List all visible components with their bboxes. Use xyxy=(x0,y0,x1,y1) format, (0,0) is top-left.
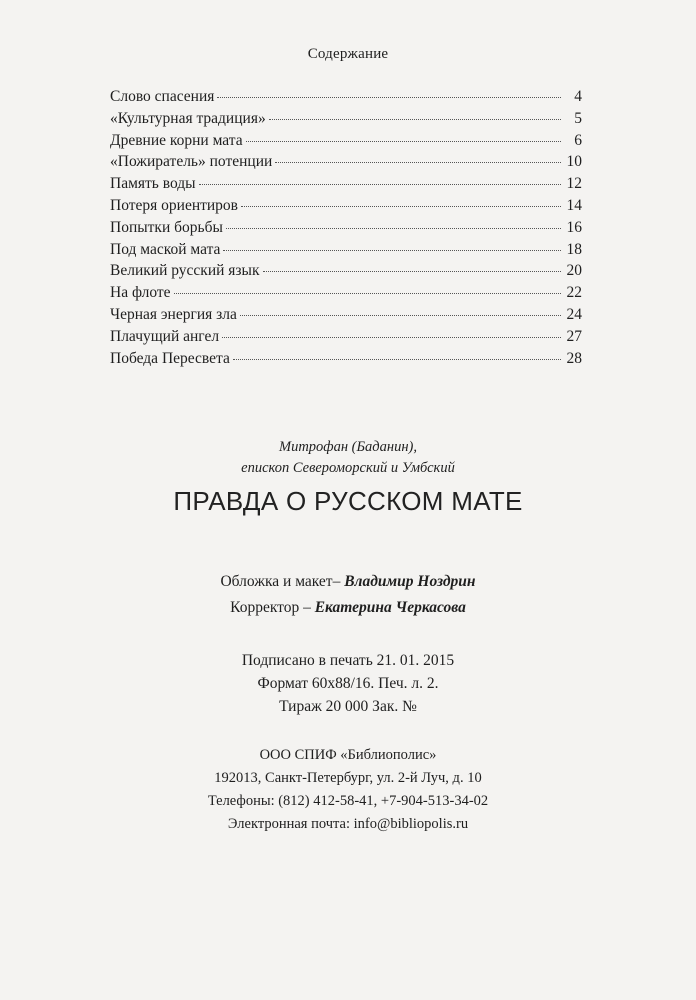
toc-entry xyxy=(110,197,582,219)
table-of-contents xyxy=(110,88,582,371)
toc-leader-dots xyxy=(223,250,561,251)
toc-leader-dots xyxy=(233,359,561,360)
toc-leader-dots xyxy=(222,337,561,338)
corrector-credit-name: Екатерина Черкасова xyxy=(314,599,466,616)
toc-entry-page: 20 xyxy=(566,262,582,280)
toc-entry-label: «Пожиратель» потенции xyxy=(110,153,273,171)
print-signed: Подписано в печать 21. 01. 2015 xyxy=(241,652,455,669)
corrector-credit-label: Корректор – xyxy=(230,599,311,616)
publisher-phones: Телефоны: (812) 412-58-41, +7-904-513-34-02 xyxy=(207,793,489,809)
toc-leader-dots xyxy=(199,184,561,185)
toc-entry xyxy=(110,262,582,284)
author-title: епископ Североморский и Умбский xyxy=(241,460,455,476)
toc-entry xyxy=(110,350,582,372)
toc-entry-label: Под маской мата xyxy=(110,240,221,258)
toc-entry xyxy=(110,284,582,306)
toc-entry-label: Великий русский язык xyxy=(110,262,260,280)
toc-entry-label: Попытки борьбы xyxy=(110,218,223,236)
toc-leader-dots xyxy=(240,315,561,316)
publisher-info xyxy=(0,744,696,836)
toc-entry xyxy=(110,306,582,328)
toc-heading: Содержание xyxy=(307,46,389,62)
toc-entry xyxy=(110,110,582,132)
toc-leader-dots xyxy=(275,162,561,163)
toc-entry-label: Потеря ориентиров xyxy=(110,196,239,214)
toc-entry-label: Слово спасения xyxy=(110,88,215,105)
book-title: ПРАВДА О РУССКОМ МАТЕ xyxy=(173,486,523,516)
toc-entry-page: 5 xyxy=(574,109,582,127)
toc-leader-dots xyxy=(174,293,561,294)
credits-block xyxy=(0,569,696,621)
cover-credit xyxy=(0,569,696,595)
toc-leader-dots xyxy=(269,119,561,120)
toc-entry-label: Плачущий ангел xyxy=(110,327,220,345)
publisher-address: 192013, Санкт-Петербург, ул. 2-й Луч, д. 10 xyxy=(214,770,482,786)
toc-leader-dots xyxy=(263,271,562,272)
toc-entry xyxy=(110,153,582,175)
author-name: Митрофан (Баданин), xyxy=(279,439,417,455)
toc-entry xyxy=(110,241,582,263)
toc-entry-page: 4 xyxy=(574,88,582,105)
toc-entry-page: 6 xyxy=(574,131,582,149)
print-run: Тираж 20 000 Зак. № xyxy=(279,698,417,715)
toc-entry-page: 24 xyxy=(566,305,582,323)
toc-entry xyxy=(110,219,582,241)
toc-entry xyxy=(110,132,582,154)
toc-entry-label: Победа Пересвета xyxy=(110,349,230,367)
toc-entry-page: 14 xyxy=(566,196,582,214)
publisher-email: Электронная почта: info@bibliopolis.ru xyxy=(227,816,469,832)
toc-leader-dots xyxy=(226,228,561,229)
toc-entry xyxy=(110,175,582,197)
toc-entry xyxy=(110,88,582,110)
corrector-credit xyxy=(0,595,696,621)
toc-entry-label: Память воды xyxy=(110,175,196,193)
toc-entry-page: 18 xyxy=(566,240,582,258)
print-info xyxy=(0,649,696,718)
toc-entry-page: 28 xyxy=(566,349,582,367)
toc-entry-page: 22 xyxy=(566,284,582,302)
toc-entry-label: Черная энергия зла xyxy=(110,305,237,323)
author-block xyxy=(0,437,696,479)
toc-entry-page: 12 xyxy=(566,175,582,193)
cover-credit-name: Владимир Ноздрин xyxy=(344,573,476,590)
toc-entry-page: 10 xyxy=(566,153,582,171)
toc-entry-page: 16 xyxy=(566,218,582,236)
toc-entry xyxy=(110,328,582,350)
print-format: Формат 60х88/16. Печ. л. 2. xyxy=(257,675,439,692)
publisher-name: ООО СПИФ «Библиополис» xyxy=(259,747,437,763)
toc-entry-label: Древние корни мата xyxy=(110,131,243,149)
cover-credit-label: Обложка и макет– xyxy=(220,573,341,590)
toc-leader-dots xyxy=(241,206,561,207)
toc-leader-dots xyxy=(246,141,561,142)
toc-entry-label: «Культурная традиция» xyxy=(110,109,266,127)
toc-entry-page: 27 xyxy=(566,327,582,345)
toc-entry-label: На флоте xyxy=(110,284,171,302)
toc-leader-dots xyxy=(217,97,561,98)
